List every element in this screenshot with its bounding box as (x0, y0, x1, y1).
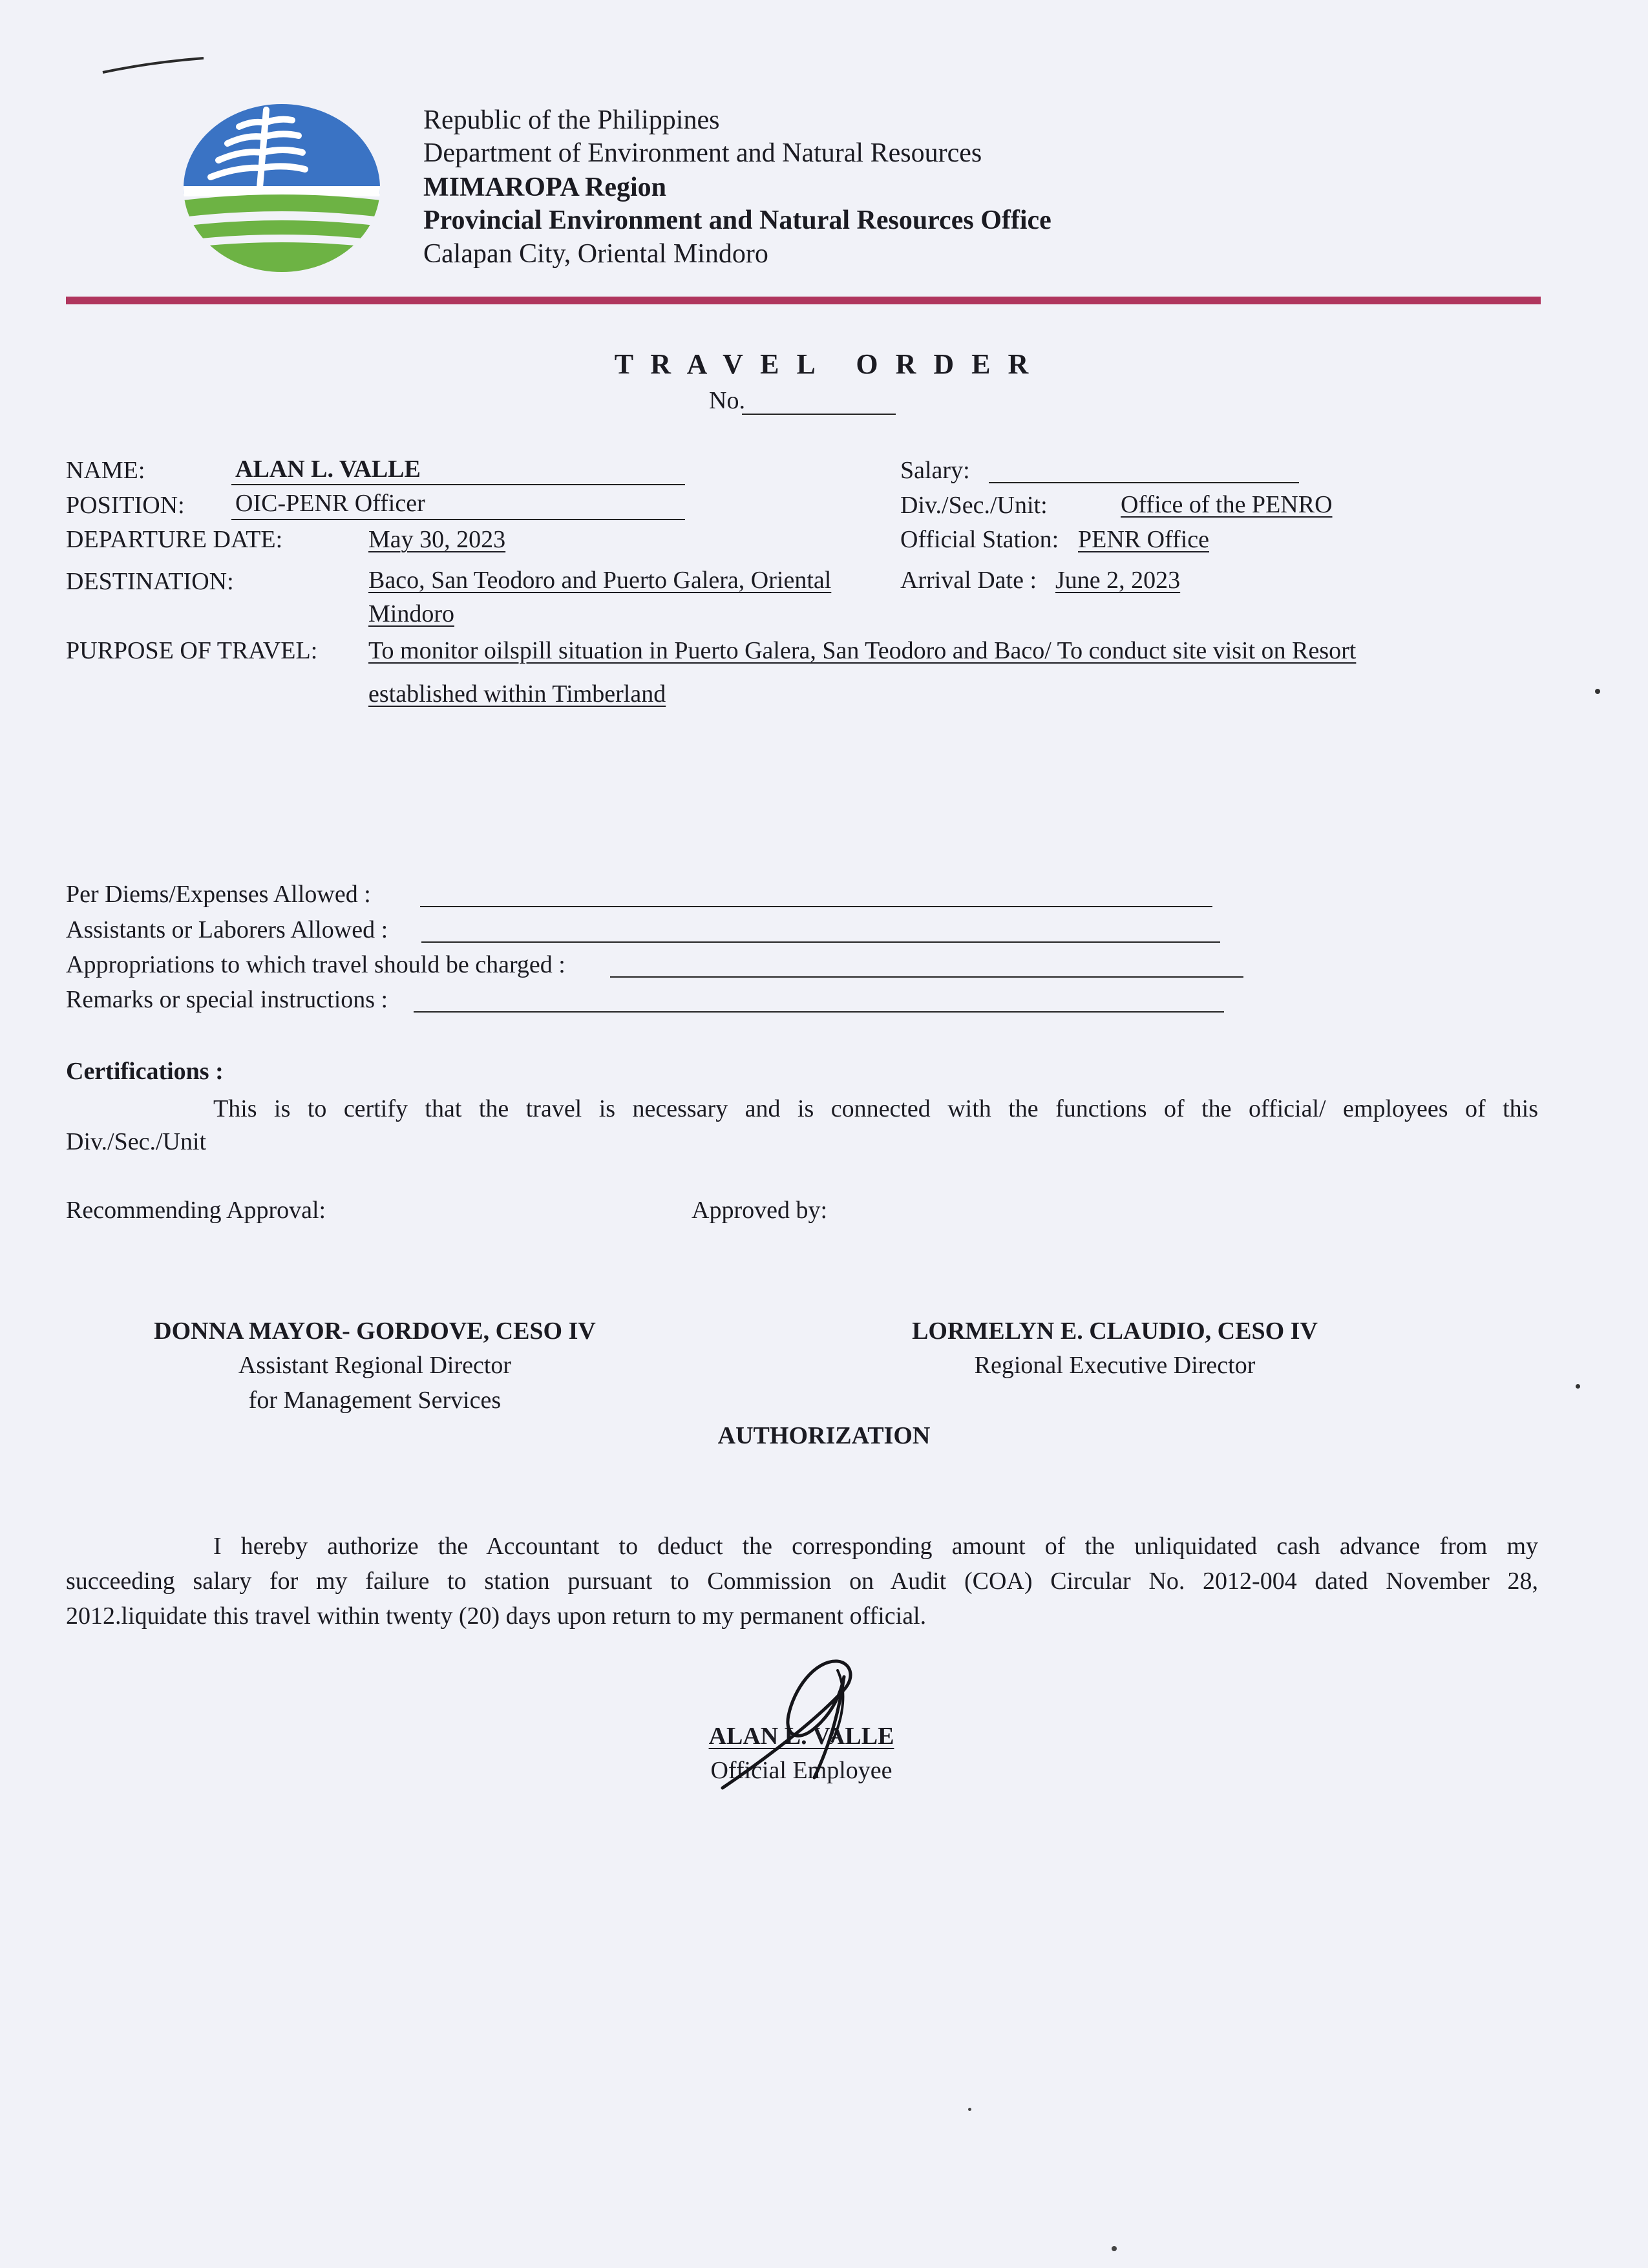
div-label: Div./Sec./Unit: (900, 492, 1048, 519)
station-value: PENR Office (1078, 526, 1209, 553)
certifications-heading: Certifications : (66, 1058, 224, 1085)
name-underline (231, 484, 685, 485)
recommender-title-1: Assistant Regional Director (238, 1352, 512, 1379)
departure-label: DEPARTURE DATE: (66, 526, 283, 553)
name-label: NAME: (66, 457, 145, 484)
document-title: T R A V E L O R D E R (614, 348, 1034, 380)
arrival-label: Arrival Date : (900, 567, 1037, 594)
destination-value-line1: Baco, San Teodoro and Puerto Galera, Oriental (368, 567, 832, 594)
certifications-text-cont: Div./Sec./Unit (66, 1128, 207, 1155)
recommending-label: Recommending Approval: (66, 1197, 326, 1224)
signatory-name: ALAN L. VALLE (708, 1723, 894, 1750)
header-city: Calapan City, Oriental Mindoro (423, 239, 768, 269)
position-label: POSITION: (66, 492, 185, 519)
number-label: No. (709, 387, 745, 414)
authorization-line-2: succeeding salary for my failure to station pursuant to Commission on Audit (COA) Circular No. 2012-004 dated November 28, (66, 1568, 1538, 1595)
appropriations-blank (610, 976, 1243, 978)
authorization-line-3: 2012.liquidate this travel within twenty (20) days upon return to my permanent official. (66, 1602, 927, 1630)
number-blank (742, 414, 896, 415)
denr-logo-icon (182, 103, 381, 273)
header-republic: Republic of the Philippines (423, 105, 720, 135)
appropriations-label: Appropriations to which travel should be charged : (66, 951, 565, 978)
recommender-name: DONNA MAYOR- GORDOVE, CESO IV (154, 1318, 596, 1345)
remarks-blank (414, 1011, 1224, 1013)
assistants-blank (421, 941, 1220, 943)
destination-value-line2: Mindoro (368, 600, 454, 627)
remarks-label: Remarks or special instructions : (66, 986, 388, 1013)
scan-speck (1595, 689, 1600, 694)
position-underline (231, 519, 685, 520)
arrival-value: June 2, 2023 (1055, 567, 1181, 594)
approver-name: LORMELYN E. CLAUDIO, CESO IV (912, 1318, 1318, 1345)
header-divider (66, 297, 1541, 304)
salary-label: Salary: (900, 457, 970, 484)
position-value: OIC-PENR Officer (235, 490, 425, 517)
div-value: Office of the PENRO (1121, 491, 1333, 518)
authorization-heading: AUTHORIZATION (717, 1422, 931, 1449)
authorization-line-1: I hereby authorize the Accountant to deduct the corresponding amount of the unliquidated cash advance from my (213, 1533, 1538, 1560)
signature-icon (717, 1651, 872, 1800)
scan-speck (968, 2108, 971, 2111)
pen-mark (100, 53, 210, 79)
header-department: Department of Environment and Natural Resources (423, 138, 982, 168)
scan-speck (1112, 2246, 1117, 2251)
approver-title: Regional Executive Director (974, 1352, 1256, 1379)
signatory-title: Official Employee (710, 1757, 893, 1784)
purpose-label: PURPOSE OF TRAVEL: (66, 637, 318, 664)
purpose-value-line2: established within Timberland (368, 680, 666, 708)
header-region: MIMAROPA Region (423, 173, 667, 202)
per-diems-blank (420, 906, 1212, 907)
assistants-label: Assistants or Laborers Allowed : (66, 916, 388, 943)
station-label: Official Station: (900, 526, 1059, 553)
destination-label: DESTINATION: (66, 568, 234, 595)
name-value: ALAN L. VALLE (235, 456, 421, 483)
scan-speck (1576, 1384, 1580, 1389)
header-office: Provincial Environment and Natural Resources Office (423, 205, 1051, 235)
approved-label: Approved by: (692, 1197, 828, 1224)
purpose-value-line1: To monitor oilspill situation in Puerto Galera, San Teodoro and Baco/ To conduct site visit on Resort (368, 637, 1357, 664)
per-diems-label: Per Diems/Expenses Allowed : (66, 881, 371, 908)
departure-value: May 30, 2023 (368, 526, 506, 553)
certifications-text: This is to certify that the travel is necessary and is connected with the functions of the official/ employees of this (213, 1095, 1538, 1122)
salary-blank (989, 482, 1299, 483)
recommender-title-2: for Management Services (248, 1387, 502, 1414)
